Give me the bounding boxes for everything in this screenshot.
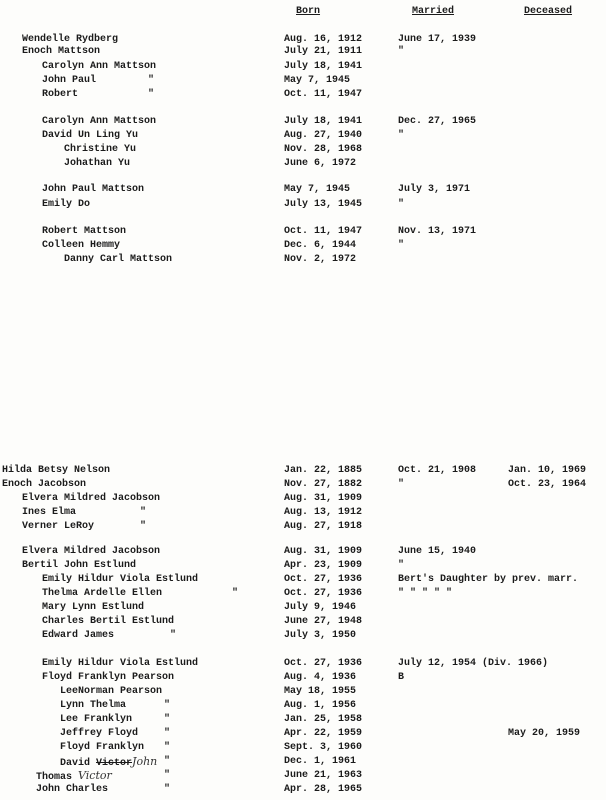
person-name: John Paul Mattson: [42, 184, 145, 195]
married-date: ": [398, 130, 405, 141]
married-date: Nov. 13, 1971: [398, 226, 477, 237]
married-date: B: [398, 672, 405, 683]
record-row: [0, 615, 606, 628]
ditto-mark: ": [170, 630, 177, 641]
person-name: Carolyn Ann Mattson: [42, 116, 157, 127]
header-married: Married: [412, 6, 455, 17]
record-row: [0, 253, 606, 266]
born-date: July 21, 1911: [284, 46, 363, 57]
record-row: [0, 157, 606, 170]
ditto-mark: ": [164, 770, 171, 781]
person-name: Lee Franklyn: [60, 714, 133, 725]
record-row: [0, 559, 606, 572]
born-date: July 9, 1946: [284, 602, 357, 613]
record-row: [0, 198, 606, 211]
record-row: [0, 143, 606, 156]
record-row: [0, 506, 606, 519]
record-row: [0, 741, 606, 754]
married-date: ": [398, 479, 405, 490]
ditto-mark: ": [140, 521, 147, 532]
person-name: Elvera Mildred Jacobson: [22, 546, 161, 557]
person-name: Johathan Yu: [64, 158, 131, 169]
note-text: " " " " ": [398, 588, 453, 599]
record-row: [0, 239, 606, 252]
born-date: Apr. 23, 1909: [284, 560, 363, 571]
person-name: Mary Lynn Estlund: [42, 602, 145, 613]
record-row: [0, 74, 606, 87]
born-date: Oct. 27, 1936: [284, 658, 363, 669]
record-row: [0, 60, 606, 73]
person-name: David VictorJohn: [60, 755, 158, 769]
record-row: [0, 520, 606, 533]
person-name: Ines Elma: [22, 507, 77, 518]
person-name: Jeffrey Floyd: [60, 728, 139, 739]
born-date: May 18, 1955: [284, 686, 357, 697]
record-row: [0, 492, 606, 505]
person-name: John Charles: [36, 784, 109, 795]
ditto-mark: ": [164, 700, 171, 711]
born-date: June 21, 1963: [284, 770, 363, 781]
ditto-mark: ": [164, 742, 171, 753]
person-name: Floyd Franklyn: [60, 742, 145, 753]
record-row: [0, 45, 606, 58]
person-name: Thelma Ardelle Ellen: [42, 588, 163, 599]
person-name: Emily Hildur Viola Estlund: [42, 658, 199, 669]
born-date: June 27, 1948: [284, 616, 363, 627]
person-name: Carolyn Ann Mattson: [42, 61, 157, 72]
born-date: Aug. 31, 1909: [284, 546, 363, 557]
born-date: Jan. 22, 1885: [284, 465, 363, 476]
born-date: July 3, 1950: [284, 630, 357, 641]
record-row: [0, 713, 606, 726]
born-date: May 7, 1945: [284, 184, 351, 195]
deceased-date: Oct. 23, 1964: [508, 479, 587, 490]
ditto-mark: ": [164, 756, 171, 767]
person-name: Danny Carl Mattson: [64, 254, 173, 265]
record-row: [0, 685, 606, 698]
person-name: Robert: [42, 89, 79, 100]
born-date: Oct. 27, 1936: [284, 588, 363, 599]
born-date: July 18, 1941: [284, 61, 363, 72]
person-name: Hilda Betsy Nelson: [2, 465, 111, 476]
married-date: June 15, 1940: [398, 546, 477, 557]
born-date: Apr. 28, 1965: [284, 784, 363, 795]
person-name: Charles Bertil Estlund: [42, 616, 175, 627]
born-date: Jan. 25, 1958: [284, 714, 363, 725]
record-row: [0, 769, 606, 782]
record-row: [0, 657, 606, 670]
married-date: ": [398, 199, 405, 210]
born-date: July 18, 1941: [284, 116, 363, 127]
ditto-mark: ": [164, 728, 171, 739]
record-row: [0, 464, 606, 477]
born-date: Oct. 11, 1947: [284, 226, 363, 237]
married-date: Dec. 27, 1965: [398, 116, 477, 127]
person-name: Wendelle Rydberg: [22, 34, 119, 45]
person-name: Emily Do: [42, 199, 91, 210]
record-row: [0, 727, 606, 740]
born-date: Oct. 27, 1936: [284, 574, 363, 585]
ditto-mark: ": [232, 588, 239, 599]
person-name: Lynn Thelma: [60, 700, 127, 711]
born-date: Oct. 11, 1947: [284, 89, 363, 100]
record-row: [0, 699, 606, 712]
married-date: ": [398, 560, 405, 571]
person-name: Enoch Jacobson: [2, 479, 87, 490]
person-name: Enoch Mattson: [22, 46, 101, 57]
married-date: ": [398, 240, 405, 251]
born-date: Aug. 16, 1912: [284, 34, 363, 45]
person-name: Floyd Franklyn Pearson: [42, 672, 175, 683]
married-date: July 12, 1954 (Div. 1966): [398, 658, 549, 669]
ditto-mark: ": [140, 507, 147, 518]
person-name: Christine Yu: [64, 144, 137, 155]
person-name: David Un Ling Yu: [42, 130, 139, 141]
person-name: Colleen Hemmy: [42, 240, 121, 251]
born-date: July 13, 1945: [284, 199, 363, 210]
person-name: Emily Hildur Viola Estlund: [42, 574, 199, 585]
person-name: Bertil John Estlund: [22, 560, 137, 571]
person-name: Robert Mattson: [42, 226, 127, 237]
record-row: [0, 225, 606, 238]
married-date: Oct. 21, 1908: [398, 465, 477, 476]
record-row: [0, 587, 606, 600]
born-date: Nov. 27, 1882: [284, 479, 363, 490]
person-name: Verner LeRoy: [22, 521, 95, 532]
record-row: [0, 545, 606, 558]
born-date: Aug. 13, 1912: [284, 507, 363, 518]
record-row: [0, 755, 606, 768]
record-row: [0, 129, 606, 142]
record-row: [0, 573, 606, 586]
born-date: Dec. 6, 1944: [284, 240, 357, 251]
ditto-mark: ": [164, 714, 171, 725]
header-deceased: Deceased: [524, 6, 573, 17]
born-date: Aug. 27, 1940: [284, 130, 363, 141]
header-born: Born: [296, 6, 321, 17]
record-row: [0, 115, 606, 128]
deceased-date: Jan. 10, 1969: [508, 465, 587, 476]
born-date: Apr. 22, 1959: [284, 728, 363, 739]
married-date: ": [398, 46, 405, 57]
record-row: [0, 671, 606, 684]
deceased-date: May 20, 1959: [508, 728, 581, 739]
married-date: June 17, 1939: [398, 34, 477, 45]
record-row: [0, 478, 606, 491]
person-name: LeeNorman Pearson: [60, 686, 163, 697]
born-date: Dec. 1, 1961: [284, 756, 357, 767]
record-row: [0, 601, 606, 614]
born-date: Aug. 1, 1956: [284, 700, 357, 711]
born-date: May 7, 1945: [284, 75, 351, 86]
born-date: June 6, 1972: [284, 158, 357, 169]
record-row: [0, 783, 606, 796]
person-name: Elvera Mildred Jacobson: [22, 493, 161, 504]
born-date: Aug. 27, 1918: [284, 521, 363, 532]
person-name: Thomas Victor: [36, 769, 112, 783]
record-row: [0, 88, 606, 101]
born-date: Aug. 4, 1936: [284, 672, 357, 683]
born-date: Nov. 2, 1972: [284, 254, 357, 265]
note-text: Bert's Daughter by prev. marr.: [398, 574, 579, 585]
record-row: [0, 183, 606, 196]
ditto-mark: ": [148, 75, 155, 86]
born-date: Aug. 31, 1909: [284, 493, 363, 504]
record-row: [0, 629, 606, 642]
person-name: Edward James: [42, 630, 115, 641]
married-date: July 3, 1971: [398, 184, 471, 195]
born-date: Nov. 28, 1968: [284, 144, 363, 155]
person-name: John Paul: [42, 75, 97, 86]
handwritten-correction: Victor: [78, 769, 112, 782]
handwritten-correction: John: [132, 755, 158, 768]
ditto-mark: ": [148, 89, 155, 100]
born-date: Sept. 3, 1960: [284, 742, 363, 753]
ditto-mark: ": [164, 784, 171, 795]
